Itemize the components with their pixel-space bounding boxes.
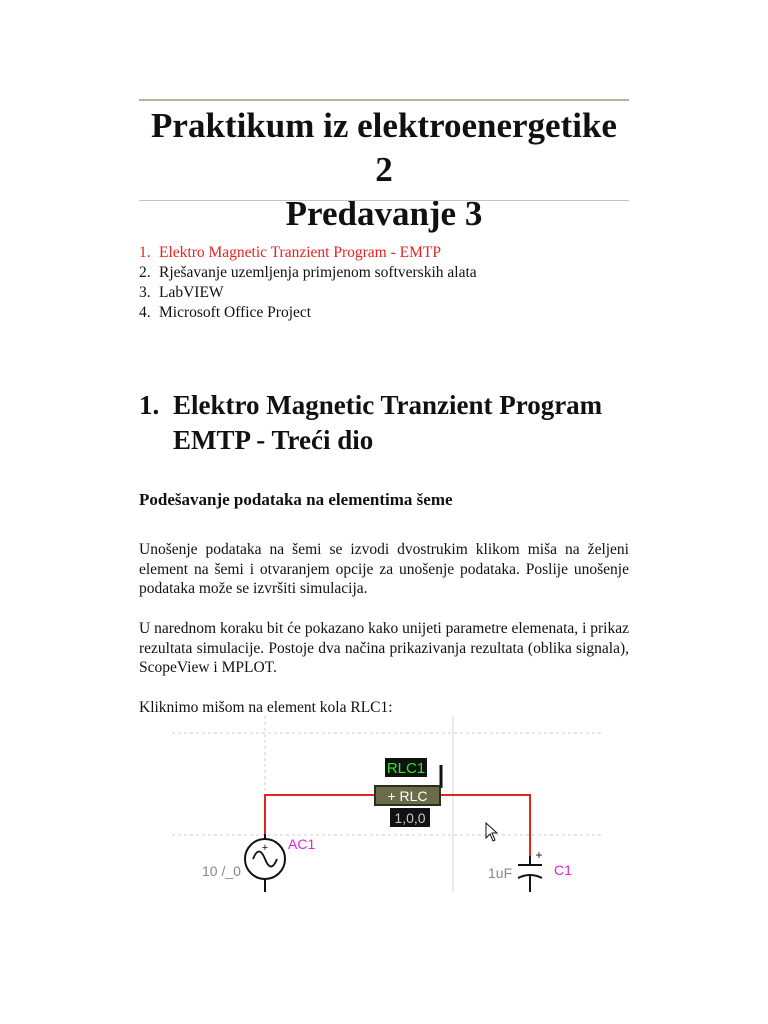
section-number: 1. xyxy=(139,390,160,420)
toc-item-label: Rješavanje uzemljenja primjenom softverskih alata xyxy=(159,264,477,281)
mouse-cursor-icon xyxy=(486,823,497,841)
emtp-schematic xyxy=(172,716,602,892)
section-heading xyxy=(139,388,639,458)
section-title-line-2: EMTP - Treći dio xyxy=(173,425,374,455)
toc-item-ms-project[interactable] xyxy=(139,303,477,323)
toc-item-number: 4. xyxy=(139,304,151,321)
subsection-heading: Podešavanje podataka na elementima šeme xyxy=(139,490,453,509)
toc-item-number: 3. xyxy=(139,284,151,301)
paragraph-next-step: U narednom koraku bit će pokazano kako unijeti parametre elemenata, i prikaz rezultata simulacije. Postoje dva načina prikazivanja rezultata (oblika signala), ScopeView i MPLOT. xyxy=(139,620,629,676)
toc-item-label: Microsoft Office Project xyxy=(159,304,312,321)
title-line-1: Praktikum iz elektroenergetike 2 xyxy=(151,106,617,189)
paragraph-data-entry: Unošenje podataka na šemi se izvodi dvostrukim klikom miša na željeni element na šemi i otvaranjem opcije za unošenje podataka. Poslije unošenje podataka može se izvršiti simulacija. xyxy=(139,541,629,597)
toc-item-uzemljenje[interactable] xyxy=(139,263,477,283)
rlc1-body-label: + RLC xyxy=(387,788,428,804)
toc-item-number: 2. xyxy=(139,264,151,281)
toc-item-label: Elektro Magnetic Tranzient Program - EMTP xyxy=(159,244,441,261)
c1-plus-sign: + xyxy=(535,848,543,862)
paragraph-click-rlc: Kliknimo mišom na element kola RLC1: xyxy=(139,699,393,716)
ac1-plus-sign: + xyxy=(261,842,269,854)
title-top-rule xyxy=(139,99,629,101)
title-bottom-rule xyxy=(139,200,629,201)
document-title xyxy=(139,104,629,236)
toc-item-label: LabVIEW xyxy=(159,284,224,301)
rlc1-component[interactable] xyxy=(375,758,441,827)
rlc1-name-label: RLC1 xyxy=(386,760,426,777)
title-line-2: Predavanje 3 xyxy=(285,194,483,233)
section-title-line-1: Elektro Magnetic Tranzient Program xyxy=(173,390,603,420)
table-of-contents xyxy=(139,243,477,323)
c1-name-label: C1 xyxy=(554,862,572,878)
rlc1-value-label: 1,0,0 xyxy=(394,810,426,826)
toc-item-labview[interactable] xyxy=(139,283,477,303)
ac1-value-label: 10 /_0 xyxy=(202,863,241,879)
ac1-source[interactable] xyxy=(202,836,315,879)
ac1-name-label: AC1 xyxy=(288,836,316,852)
toc-item-number: 1. xyxy=(139,244,151,261)
schematic-canvas xyxy=(172,716,602,892)
c1-value-label: 1uF xyxy=(488,865,513,881)
toc-item-emtp[interactable] xyxy=(139,243,477,263)
